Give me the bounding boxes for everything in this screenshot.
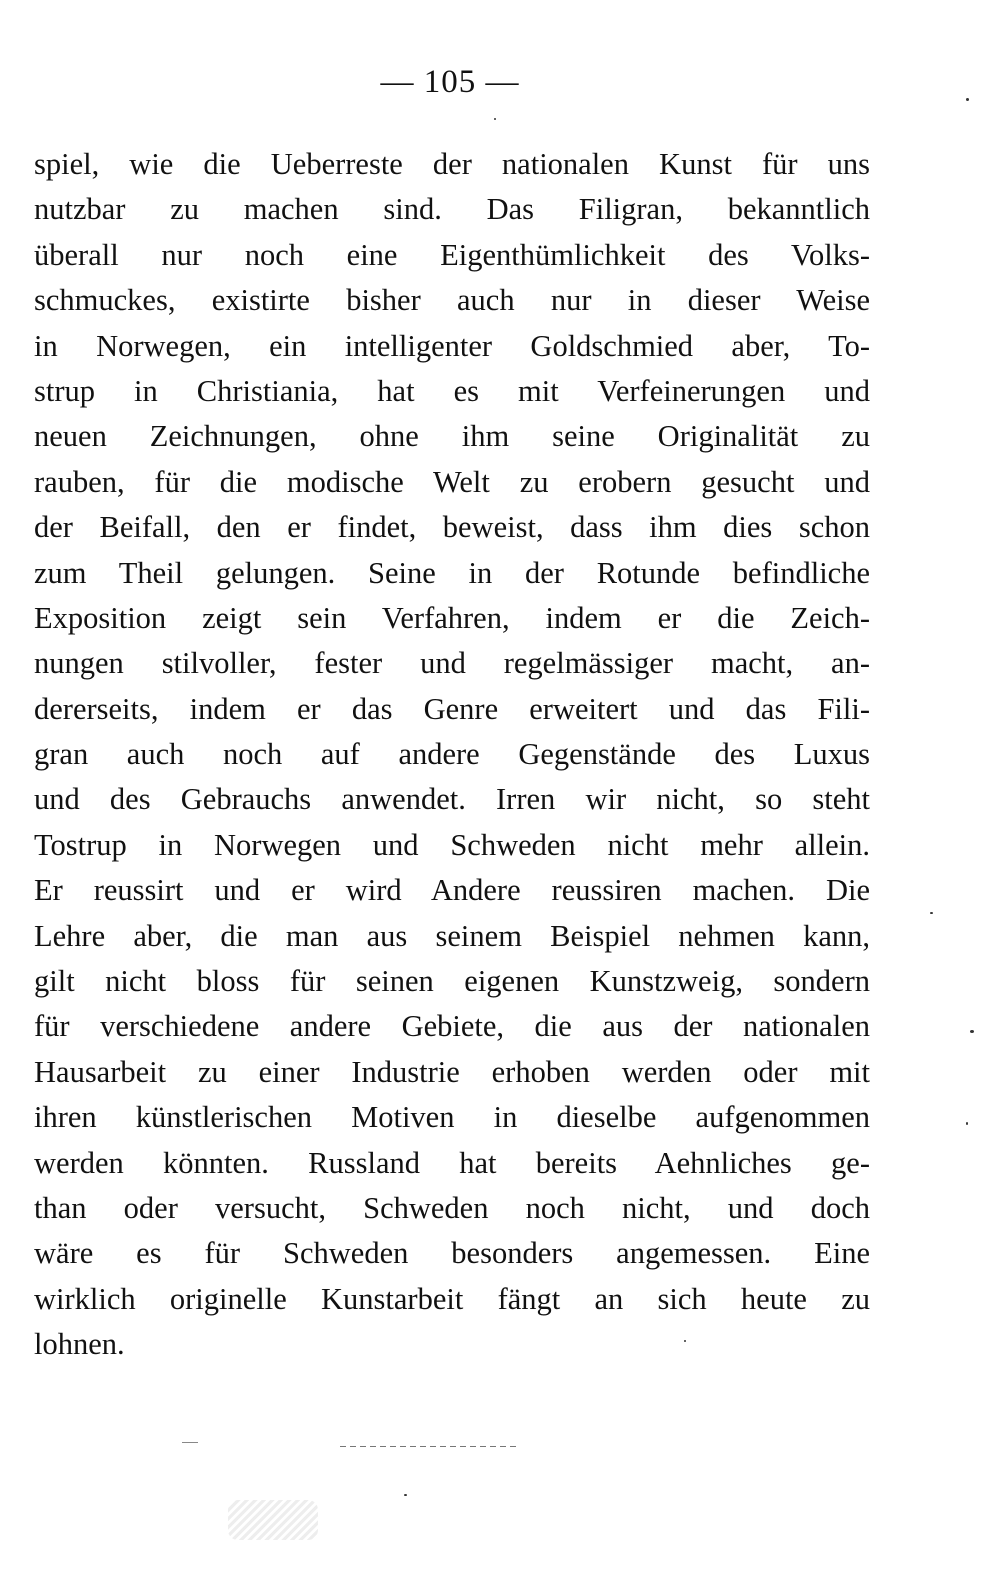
body-text xyxy=(34,142,870,1368)
text-line: strup in Christiania, hat es mit Verfeinerungen und xyxy=(34,373,870,408)
text-line: lohnen. xyxy=(34,1327,125,1362)
text-line: nutzbar zu machen sind. Das Filigran, bekanntlich xyxy=(34,192,870,227)
scan-speck xyxy=(970,1030,974,1033)
scan-line xyxy=(340,1446,520,1447)
text-line: schmuckes, existirte bisher auch nur in dieser Weise xyxy=(34,283,870,318)
text-line: gran auch noch auf andere Gegenstände des Luxus xyxy=(34,737,870,772)
text-line: zum Theil gelungen. Seine in der Rotunde befindliche xyxy=(34,555,870,590)
text-line: für verschiedene andere Gebiete, die aus der nationalen xyxy=(34,1009,870,1044)
text-line: dererseits, indem er das Genre erweitert und das Fili- xyxy=(34,691,870,726)
text-line: ihren künstlerischen Motiven in dieselbe aufgenommen xyxy=(34,1100,870,1135)
text-line: spiel, wie die Ueberreste der nationalen Kunst für uns xyxy=(34,147,870,181)
scan-speck xyxy=(404,1494,407,1496)
text-line: der Beifall, den er findet, beweist, dass ihm dies schon xyxy=(34,510,870,545)
text-line: überall nur noch eine Eigenthümlichkeit des Volks- xyxy=(34,237,870,272)
text-line: Hausarbeit zu einer Industrie erhoben werden oder mit xyxy=(34,1054,870,1089)
text-line: than oder versucht, Schweden noch nicht, und doch xyxy=(34,1190,870,1225)
scan-smudge xyxy=(228,1500,318,1540)
scan-speck xyxy=(494,118,496,120)
page-number: — 105 — xyxy=(380,64,520,100)
text-line: Er reussirt und er wird Andere reussiren machen. Die xyxy=(34,873,870,908)
text-line: wirklich originelle Kunstarbeit fängt an sich heute zu xyxy=(34,1281,870,1316)
scan-speck xyxy=(930,912,933,914)
scan-speck xyxy=(966,98,969,101)
scan-speck xyxy=(684,1340,686,1342)
text-line: neuen Zeichnungen, ohne ihm seine Originalität zu xyxy=(34,419,870,454)
text-line: wäre es für Schweden besonders angemessen. Eine xyxy=(34,1236,870,1271)
text-line: in Norwegen, ein intelligenter Goldschmied aber, To- xyxy=(34,328,870,363)
text-line: gilt nicht bloss für seinen eigenen Kunstzweig, sondern xyxy=(34,964,870,999)
text-line: Lehre aber, die man aus seinem Beispiel nehmen kann, xyxy=(34,918,870,953)
text-line: Exposition zeigt sein Verfahren, indem er die Zeich- xyxy=(34,600,870,635)
text-line: Tostrup in Norwegen und Schweden nicht mehr allein. xyxy=(34,827,870,862)
text-line: nungen stilvoller, fester und regelmässiger macht, an- xyxy=(34,646,870,681)
scan-line xyxy=(182,1442,198,1443)
text-line: rauben, für die modische Welt zu erobern gesucht und xyxy=(34,464,870,499)
scan-speck xyxy=(966,1122,968,1125)
text-line: und des Gebrauchs anwendet. Irren wir nicht, so steht xyxy=(34,782,870,817)
text-line: werden könnten. Russland hat bereits Aehnliches ge- xyxy=(34,1145,870,1180)
